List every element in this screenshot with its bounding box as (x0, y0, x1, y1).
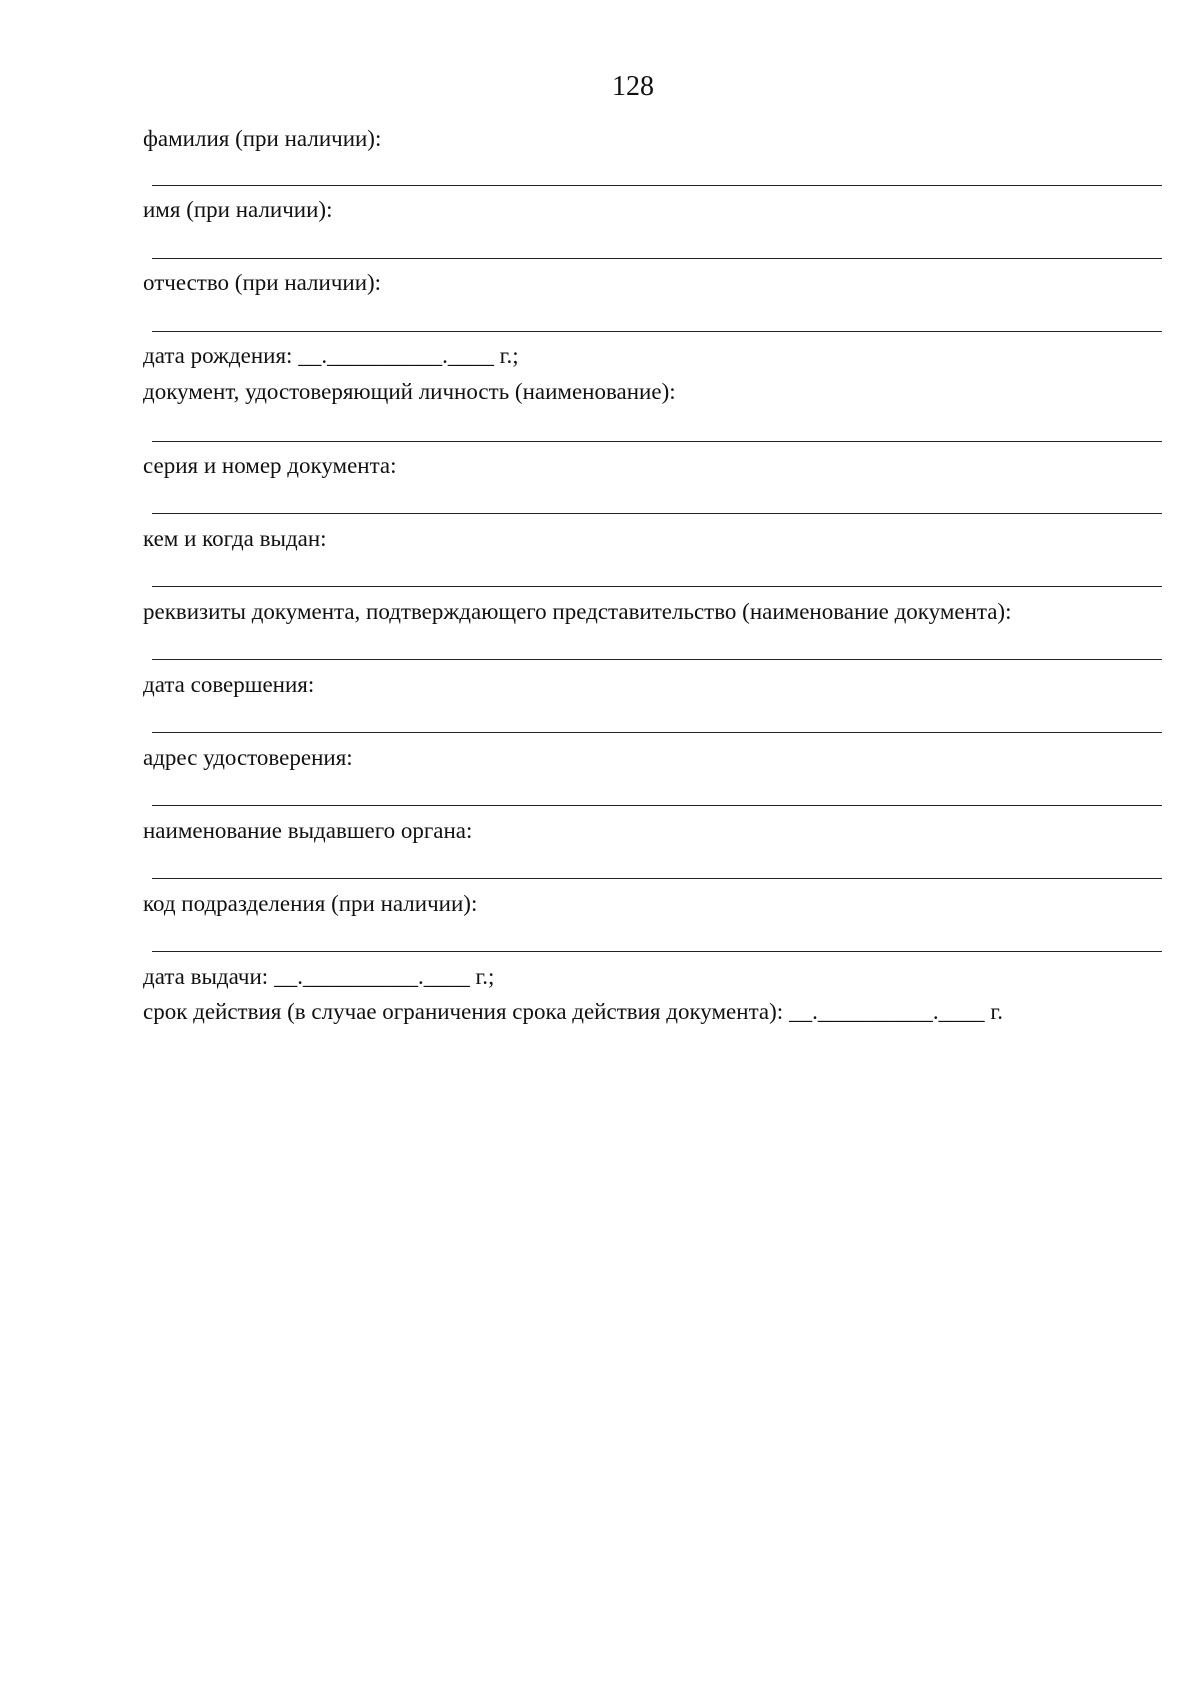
issue-date-row (143, 962, 494, 992)
birth-date-row (143, 341, 519, 371)
issue-date-label: дата выдачи: (143, 964, 269, 989)
issuing-authority-label: наименование выдавшего органа: (143, 818, 473, 843)
validity-label: срок действия (в случае ограничения срока действия документа): (143, 999, 784, 1024)
validity-field[interactable]: __.__________.____ г. (789, 999, 1004, 1024)
division-code-line[interactable] (152, 951, 1162, 952)
surname-line[interactable] (152, 185, 1162, 186)
execution-date-label: дата совершения: (143, 672, 315, 697)
representation-doc-line[interactable] (152, 659, 1162, 660)
certification-address-line[interactable] (152, 805, 1162, 806)
issuing-authority-line[interactable] (152, 878, 1162, 879)
birth-date-label: дата рождения: (143, 343, 293, 368)
id-document-line[interactable] (152, 441, 1162, 442)
validity-row (143, 997, 1003, 1027)
name-line[interactable] (152, 258, 1162, 259)
birth-date-field[interactable]: __.__________.____ г.; (298, 343, 519, 368)
patronymic-label: отчество (при наличии): (143, 270, 382, 295)
series-number-line[interactable] (152, 513, 1162, 514)
certification-address-label: адрес удостоверения: (143, 745, 353, 770)
division-code-label: код подразделения (при наличии): (143, 891, 478, 916)
id-document-label: документ, удостоверяющий личность (наименование): (143, 379, 676, 404)
representation-doc-label: реквизиты документа, подтверждающего представительство (наименование документа): (143, 599, 1012, 624)
page-number: 128 (612, 71, 654, 102)
patronymic-line[interactable] (152, 331, 1162, 332)
surname-label: фамилия (при наличии): (143, 126, 382, 151)
name-label: имя (при наличии): (143, 197, 333, 222)
series-number-label: серия и номер документа: (143, 453, 397, 478)
execution-date-line[interactable] (152, 732, 1162, 733)
issue-date-field[interactable]: __.__________.____ г.; (274, 964, 495, 989)
issued-by-line[interactable] (152, 586, 1162, 587)
issued-by-label: кем и когда выдан: (143, 526, 327, 551)
